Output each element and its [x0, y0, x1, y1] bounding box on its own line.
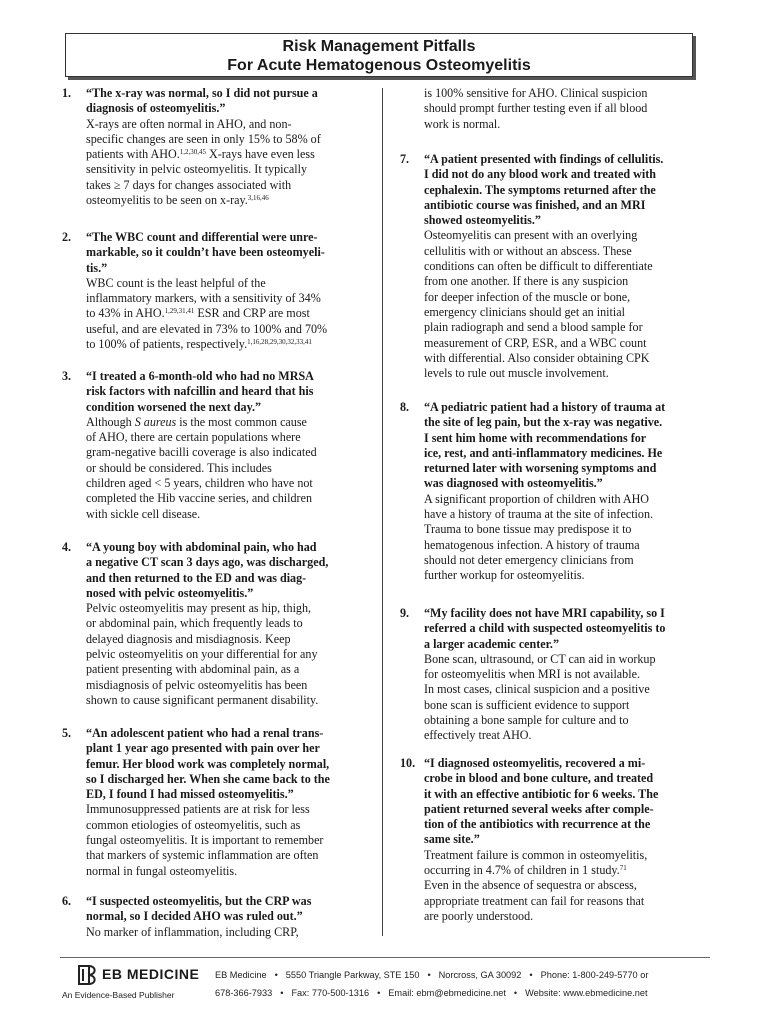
pitfall-quote-line: tis.” — [86, 260, 108, 275]
footer-contact-line2: 678-366-7933 • Fax: 770-500-1316 • Email: ebm@ebmedicine.net • Website: www.ebmedicine.net — [215, 988, 648, 998]
pitfall-body-line: Pelvic osteomyelitis may present as hip, thigh, — [86, 601, 312, 616]
pitfall-body-line: to 100% of patients, respectively.$^{1,16,28,29,30,32,33,41}$ — [86, 337, 312, 352]
title-box — [65, 33, 693, 77]
pitfall-quote-line: femur. Her blood work was completely normal, — [86, 756, 330, 771]
pitfall-body-line: should prompt further testing even if all blood — [424, 101, 648, 116]
pitfall-quote-line: was diagnosed with osteomyelitis.” — [424, 476, 603, 491]
publisher-city: Norcross, GA 30092 — [438, 970, 522, 980]
pitfall-body-line: occurring in 4.7% of children in 1 study.$^{71}$ — [424, 863, 627, 878]
page-title-line2: For Acute Hematogenous Osteomyelitis — [227, 57, 531, 74]
pitfall-quote-line: “The WBC count and differential were unre- — [86, 230, 318, 244]
pitfall-body-line: obtaining a bone sample for culture and to — [424, 713, 629, 728]
pitfall-body-line: X-rays are often normal in AHO, and non- — [86, 116, 292, 131]
pitfall-body-line: inflammatory markers, with a sensitivity of 34% — [86, 291, 321, 306]
pitfall-body-line: takes ≥ 7 days for changes associated with — [86, 177, 292, 192]
publisher-name: EB Medicine — [215, 970, 267, 980]
pitfall-item — [400, 86, 710, 132]
pitfall-quote-line: cephalexin. The symptoms returned after the — [424, 182, 656, 197]
pitfall-body-line: to 43% in AHO.$^{1,29,31,41}$ ESR and CRP are most — [86, 306, 310, 321]
pitfall-body-line: work is normal. — [424, 116, 501, 131]
pitfall-body-line: further workup for osteomyelitis. — [424, 568, 585, 583]
pitfall-body-line: for osteomyelitis when MRI is not available. — [424, 667, 640, 682]
pitfall-quote-line: so I discharged her. When she came back to the — [86, 771, 330, 786]
pitfall-body-line: gram-negative bacilli coverage is also indicated — [86, 445, 317, 460]
pitfall-body-line: shown to cause significant permanent disability. — [86, 692, 319, 707]
pitfall-body-line: Although S aureus is the most common cause — [86, 414, 307, 429]
pitfall-body-line: of AHO, there are certain populations where — [86, 430, 301, 445]
pitfall-body-line: or should be considered. This includes — [86, 460, 272, 475]
pitfall-quote-line: plant 1 year ago presented with pain over her — [86, 741, 320, 756]
pitfall-quote-line: showed osteomyelitis.” — [424, 213, 541, 228]
pitfall-body-line: common etiologies of osteomyelitis, such as — [86, 817, 301, 832]
pitfall-body-line: useful, and are elevated in 73% to 100% and 70% — [86, 321, 328, 336]
pitfall-quote-line: same site.” — [424, 832, 480, 847]
pitfall-quote-line: antibiotic course was finished, and an MRI — [424, 197, 646, 212]
pitfall-number: 6. — [62, 894, 72, 908]
pitfall-body-line: In most cases, clinical suspicion and a positive — [424, 682, 650, 697]
pitfall-quote-line: markable, so it couldn’t have been osteomyeli- — [86, 245, 325, 260]
pitfall-quote-line: condition worsened the next day.” — [86, 399, 262, 414]
pitfall-body-line: have a history of trauma at the site of infection. — [424, 507, 654, 522]
pitfall-quote-line: ice, rest, and anti-inflammatory medicines. He — [424, 445, 663, 460]
pitfall-quote-line: the site of leg pain, but the x-ray was negative. — [424, 415, 663, 430]
pitfall-quote-line: a negative CT scan 3 days ago, was discharged, — [86, 555, 329, 570]
pitfall-quote-line: a larger academic center.” — [424, 636, 559, 651]
pitfall-body-line: or abdominal pain, which frequently leads to — [86, 616, 303, 631]
pitfall-quote-line: returned later with worsening symptoms and — [424, 461, 657, 476]
pitfall-body-line: osteomyelitis to be seen on x-ray.$^{3,16,46}$ — [86, 193, 269, 208]
pitfall-body-line: cellulitis with or without an abscess. These — [424, 243, 632, 258]
publisher-website[interactable]: Website: www.ebmedicine.net — [525, 988, 648, 998]
citation-superscript: 1,29,31,41 — [164, 307, 195, 316]
pitfall-quote-line: it with an effective antibiotic for 6 weeks. The — [424, 786, 659, 801]
pitfall-body-line: conditions can often be difficult to differentiate — [424, 259, 653, 274]
logo-text: EB MEDICINE — [102, 966, 200, 982]
pitfall-body-line: with sickle cell disease. — [86, 506, 201, 521]
pitfall-quote-line: “A pediatric patient had a history of trauma at — [424, 400, 666, 414]
pitfall-item — [400, 400, 710, 584]
pitfall-quote-line: nosed with pelvic osteomyelitis.” — [86, 585, 254, 600]
pitfall-quote-line: normal, so I decided AHO was ruled out.” — [86, 909, 303, 924]
pitfall-body-line: for deeper infection of the muscle or bone, — [424, 289, 631, 304]
pitfall-item — [62, 726, 362, 879]
publisher-email[interactable]: Email: ebm@ebmedicine.net — [388, 988, 506, 998]
pitfall-quote-line: and then returned to the ED and was diag- — [86, 570, 307, 585]
eb-logo-mark-icon — [76, 964, 100, 986]
pitfall-number: 9. — [400, 606, 410, 620]
pitfall-body-line: emergency clinicians should get an initial — [424, 304, 625, 319]
pitfall-number: 8. — [400, 400, 410, 414]
citation-superscript: 3,16,46 — [247, 194, 269, 203]
pitfall-number: 4. — [62, 540, 72, 554]
pitfall-body-line: WBC count is the least helpful of the — [86, 275, 266, 290]
pitfall-body-line: Even in the absence of sequestra or abscess, — [424, 878, 637, 893]
pitfall-quote-line: referred a child with suspected osteomyelitis to — [424, 621, 666, 636]
pitfall-quote-line: ED, I found I had missed osteomyelitis.” — [86, 787, 294, 802]
pitfall-body-line: sensitivity in pelvic osteomyelitis. It typically — [86, 162, 308, 177]
pitfall-body-line: misdiagnosis of pelvic osteomyelitis has been — [86, 677, 308, 692]
pitfall-body-line: appropriate treatment can fail for reasons that — [424, 893, 645, 908]
pitfall-item — [62, 894, 362, 940]
pitfall-quote-line: tion of the antibiotics with recurrence at the — [424, 817, 651, 832]
pitfall-number: 2. — [62, 230, 72, 244]
pitfall-item — [62, 540, 362, 708]
pitfall-item — [62, 369, 362, 522]
pitfall-number: 5. — [62, 726, 72, 740]
pitfall-body-line: effectively treat AHO. — [424, 728, 532, 743]
pitfall-body-line: bone scan is sufficient evidence to support — [424, 697, 630, 712]
pitfall-body-line: A significant proportion of children with AHO — [424, 491, 650, 506]
pitfall-body-line: Treatment failure is common in osteomyelitis, — [424, 847, 648, 862]
pitfall-body-line: Immunosuppressed patients are at risk for less — [86, 802, 310, 817]
footer-divider — [60, 957, 710, 958]
pitfall-quote-line: crobe in blood and bone culture, and treated — [424, 771, 654, 786]
pitfall-body-line: delayed diagnosis and misdiagnosis. Keep — [86, 631, 291, 646]
pitfall-quote-line: “The x-ray was normal, so I did not pursue a — [86, 86, 318, 100]
pitfall-item — [62, 230, 362, 352]
pitfall-number: 1. — [62, 86, 72, 100]
pitfall-quote-line: I did not do any blood work and treated with — [424, 167, 656, 182]
pitfall-quote-line: “I diagnosed osteomyelitis, recovered a mi- — [424, 756, 646, 770]
pitfall-body-line: are poorly understood. — [424, 908, 534, 923]
eb-medicine-logo — [62, 964, 202, 1004]
pitfall-quote-line: “A patient presented with findings of cellulitis. — [424, 152, 664, 166]
pitfall-quote-line: risk factors with nafcillin and heard that his — [86, 384, 314, 399]
pitfall-quote-line: “A young boy with abdominal pain, who had — [86, 540, 317, 554]
footer-contact-line1: EB Medicine • 5550 Triangle Parkway, STE 150 • Norcross, GA 30092 • Phone: 1-800-249-5770 or — [215, 970, 649, 980]
logo-tagline: An Evidence-Based Publisher — [62, 990, 175, 1000]
pitfall-quote-line: “My facility does not have MRI capability, so I — [424, 606, 665, 620]
pitfall-number: 7. — [400, 152, 410, 166]
publisher-phone: Phone: 1-800-249-5770 or — [540, 970, 649, 980]
pitfall-body-line: patients with AHO.$^{1,2,30,45}$ X-rays have even less — [86, 147, 315, 162]
citation-superscript: 1,16,28,29,30,32,33,41 — [247, 338, 312, 347]
pitfall-body-line: levels to rule out muscle involvement. — [424, 366, 609, 381]
citation-superscript: 71 — [619, 864, 627, 873]
pitfall-quote-line: patient returned several weeks after comple- — [424, 801, 654, 816]
pitfall-body-line: Osteomyelitis can present with an overlying — [424, 228, 638, 243]
pitfall-body-line: specific changes are seen in only 15% to 58% of — [86, 131, 321, 146]
column-divider — [382, 88, 383, 936]
publisher-address: 5550 Triangle Parkway, STE 150 — [285, 970, 420, 980]
citation-superscript: 1,2,30,45 — [179, 148, 206, 157]
pitfall-body-line: that markers of systemic inflammation are often — [86, 848, 319, 863]
pitfall-body-line: measurement of CRP, ESR, and a WBC count — [424, 335, 647, 350]
pitfall-body-line: hematogenous infection. A history of trauma — [424, 537, 640, 552]
pitfall-item — [400, 152, 710, 381]
pitfall-quote-line: “I suspected osteomyelitis, but the CRP was — [86, 894, 312, 908]
pitfall-number: 10. — [400, 756, 416, 770]
publisher-phone2: 678-366-7933 — [215, 988, 273, 998]
pitfall-body-line: completed the Hib vaccine series, and children — [86, 491, 312, 506]
pitfall-body-line: No marker of inflammation, including CRP, — [86, 924, 299, 939]
pitfall-body-line: should not deter emergency clinicians from — [424, 552, 634, 567]
pitfall-body-line: Bone scan, ultrasound, or CT can aid in workup — [424, 651, 656, 666]
pitfall-number: 3. — [62, 369, 72, 383]
pitfall-quote-line: I sent him home with recommendations for — [424, 430, 647, 445]
pitfall-quote-line: “I treated a 6-month-old who had no MRSA — [86, 369, 314, 383]
page-title-line1: Risk Management Pitfalls — [282, 38, 476, 55]
pitfall-body-line: plain radiograph and send a blood sample for — [424, 320, 643, 335]
pitfall-body-line: children aged < 5 years, children who have not — [86, 476, 313, 491]
publisher-fax: Fax: 770-500-1316 — [291, 988, 370, 998]
pitfall-body-line: patient presenting with abdominal pain, as a — [86, 662, 300, 677]
pitfall-body-line: pelvic osteomyelitis on your differential for any — [86, 647, 318, 662]
pitfall-body-line: with differential. Also consider obtaining CPK — [424, 350, 650, 365]
pitfall-quote-line: diagnosis of osteomyelitis.” — [86, 101, 226, 116]
pitfall-body-line: fungal osteomyelitis. It is important to remember — [86, 833, 324, 848]
pitfall-item — [400, 606, 710, 744]
pitfall-body-line: from one another. If there is any suspicion — [424, 274, 629, 289]
pitfall-item — [62, 86, 362, 208]
pitfall-body-line: is 100% sensitive for AHO. Clinical suspicion — [424, 86, 648, 100]
pitfall-item — [400, 756, 710, 924]
pitfall-quote-line: “An adolescent patient who had a renal trans- — [86, 726, 324, 740]
pitfall-body-line: normal in fungal osteomyelitis. — [86, 863, 238, 878]
pitfall-body-line: Trauma to bone tissue may predispose it to — [424, 522, 632, 537]
